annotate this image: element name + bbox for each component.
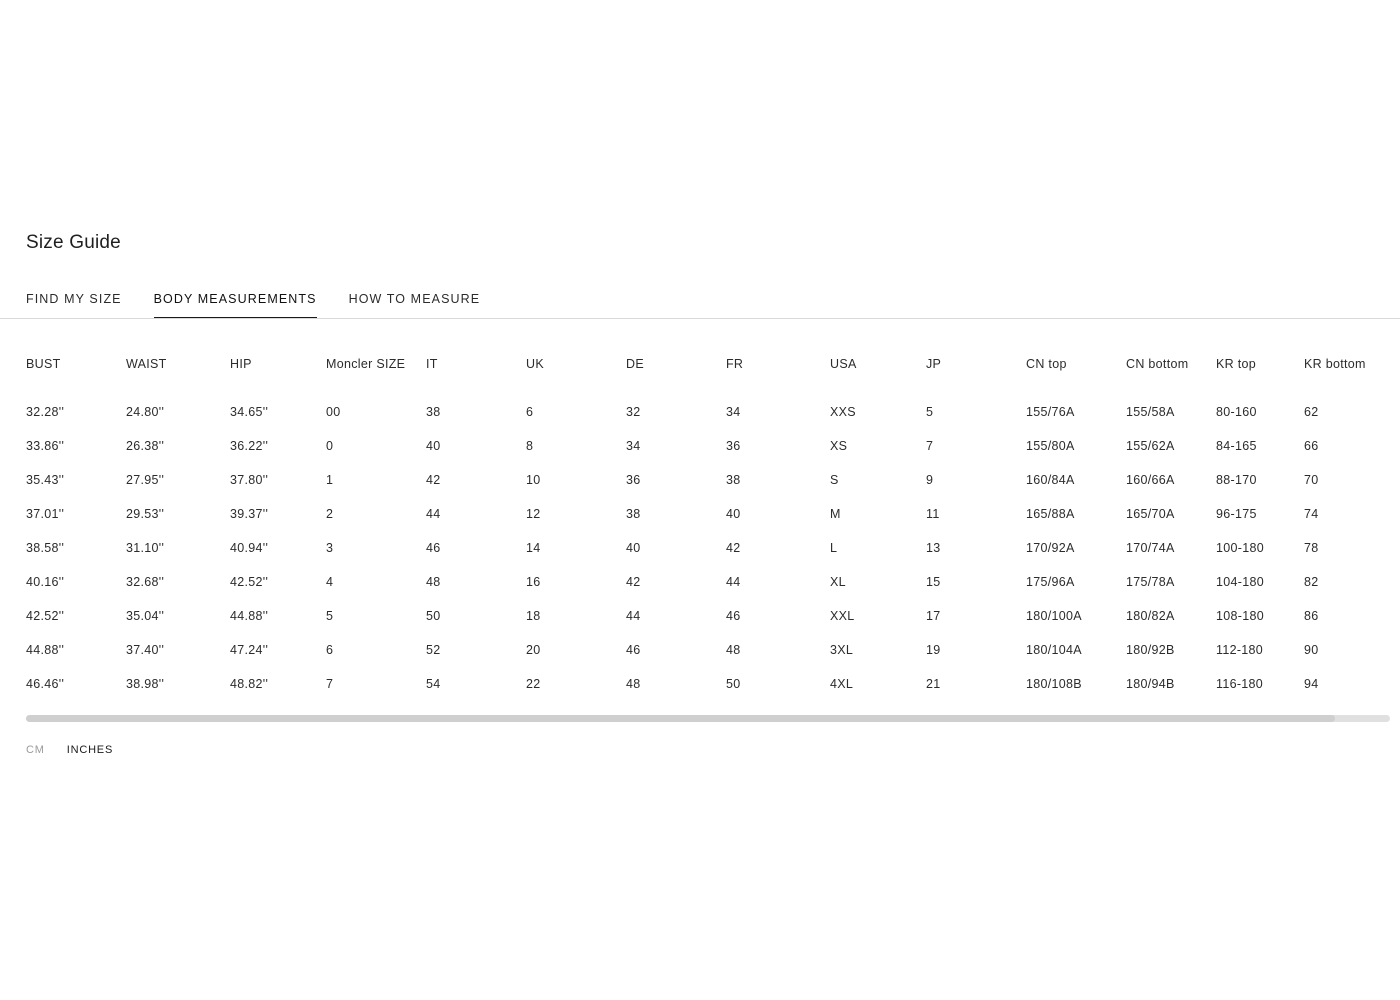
cell-waist: 35.04'' [126,609,165,623]
cell-cn-bottom: 175/78A [1126,575,1175,589]
table-row [26,395,1400,429]
cell-cn-bottom: 180/94B [1126,677,1175,691]
cell-jp: 19 [926,643,941,657]
table-row [26,565,1400,599]
cell-moncler-size: 3 [326,541,334,555]
cell-waist: 32.68'' [126,575,165,589]
cell-hip: 36.22'' [230,439,269,453]
tab-how-to-measure[interactable]: HOW TO MEASURE [349,292,481,318]
cell-usa: XXL [830,609,855,623]
column-header-usa: USA [830,357,857,371]
cell-fr: 42 [726,541,741,555]
cell-cn-top: 165/88A [1026,507,1075,521]
cell-it: 38 [426,405,441,419]
cell-kr-bottom: 62 [1304,405,1319,419]
cell-fr: 40 [726,507,741,521]
cell-kr-top: 88-170 [1216,473,1257,487]
cell-bust: 37.01'' [26,507,65,521]
table-row [26,463,1400,497]
cell-kr-top: 104-180 [1216,575,1264,589]
cell-hip: 37.80'' [230,473,269,487]
cell-kr-bottom: 66 [1304,439,1319,453]
cell-cn-bottom: 155/58A [1126,405,1175,419]
column-header-bust: BUST [26,357,61,371]
cell-bust: 42.52'' [26,609,65,623]
cell-kr-top: 96-175 [1216,507,1257,521]
cell-uk: 18 [526,609,541,623]
cell-kr-top: 108-180 [1216,609,1264,623]
cell-cn-bottom: 180/92B [1126,643,1175,657]
cell-it: 44 [426,507,441,521]
cell-cn-top: 170/92A [1026,541,1075,555]
cell-fr: 44 [726,575,741,589]
unit-inches-button[interactable]: INCHES [66,744,114,756]
cell-usa: M [830,507,841,521]
tab-bar [0,286,1400,319]
cell-moncler-size: 5 [326,609,334,623]
table-row [26,633,1400,667]
cell-bust: 32.28'' [26,405,65,419]
cell-moncler-size: 6 [326,643,334,657]
cell-de: 40 [626,541,641,555]
cell-cn-top: 180/100A [1026,609,1082,623]
cell-it: 48 [426,575,441,589]
cell-uk: 22 [526,677,541,691]
cell-waist: 38.98'' [126,677,165,691]
cell-kr-top: 116-180 [1216,677,1264,691]
page-title: Size Guide [26,232,121,253]
cell-usa: XL [830,575,846,589]
cell-it: 50 [426,609,441,623]
cell-hip: 44.88'' [230,609,269,623]
cell-it: 42 [426,473,441,487]
cell-jp: 17 [926,609,941,623]
column-header-moncler-size: Moncler SIZE [326,357,406,371]
cell-de: 44 [626,609,641,623]
cell-hip: 47.24'' [230,643,269,657]
cell-kr-top: 100-180 [1216,541,1264,555]
cell-jp: 9 [926,473,934,487]
cell-hip: 48.82'' [230,677,269,691]
cell-waist: 37.40'' [126,643,165,657]
cell-bust: 35.43'' [26,473,65,487]
cell-bust: 44.88'' [26,643,65,657]
cell-moncler-size: 0 [326,439,334,453]
cell-hip: 42.52'' [230,575,269,589]
cell-waist: 26.38'' [126,439,165,453]
cell-bust: 33.86'' [26,439,65,453]
cell-cn-top: 175/96A [1026,575,1075,589]
cell-moncler-size: 1 [326,473,334,487]
cell-cn-top: 160/84A [1026,473,1075,487]
table-row [26,531,1400,565]
column-header-fr: FR [726,357,744,371]
cell-moncler-size: 00 [326,405,341,419]
cell-uk: 16 [526,575,541,589]
cell-cn-bottom: 170/74A [1126,541,1175,555]
cell-bust: 40.16'' [26,575,65,589]
cell-waist: 31.10'' [126,541,165,555]
cell-bust: 38.58'' [26,541,65,555]
cell-jp: 15 [926,575,941,589]
cell-uk: 14 [526,541,541,555]
cell-de: 48 [626,677,641,691]
tab-find-my-size[interactable]: FIND MY SIZE [26,292,122,318]
cell-hip: 39.37'' [230,507,269,521]
cell-jp: 7 [926,439,934,453]
cell-de: 38 [626,507,641,521]
cell-usa: L [830,541,838,555]
cell-cn-bottom: 180/82A [1126,609,1175,623]
table-row [26,667,1400,701]
cell-hip: 34.65'' [230,405,269,419]
cell-usa: 3XL [830,643,854,657]
column-header-uk: UK [526,357,544,371]
size-guide-panel [0,232,1400,756]
cell-moncler-size: 7 [326,677,334,691]
cell-kr-bottom: 78 [1304,541,1319,555]
cell-it: 52 [426,643,441,657]
unit-toggle [0,744,1400,756]
cell-kr-bottom: 90 [1304,643,1319,657]
table-row [26,599,1400,633]
column-header-waist: WAIST [126,357,167,371]
cell-uk: 10 [526,473,541,487]
cell-jp: 21 [926,677,941,691]
table-header-row [26,357,1400,395]
tab-body-measurements[interactable]: BODY MEASUREMENTS [154,292,317,318]
table-row [26,497,1400,531]
cell-cn-top: 180/104A [1026,643,1082,657]
cell-usa: 4XL [830,677,854,691]
cell-cn-top: 180/108B [1026,677,1082,691]
cell-uk: 8 [526,439,534,453]
cell-cn-bottom: 160/66A [1126,473,1175,487]
cell-waist: 27.95'' [126,473,165,487]
cell-it: 40 [426,439,441,453]
cell-kr-bottom: 74 [1304,507,1319,521]
cell-fr: 46 [726,609,741,623]
cell-moncler-size: 2 [326,507,334,521]
cell-bust: 46.46'' [26,677,65,691]
cell-moncler-size: 4 [326,575,334,589]
cell-uk: 6 [526,405,534,419]
cell-fr: 38 [726,473,741,487]
cell-cn-top: 155/80A [1026,439,1075,453]
cell-jp: 5 [926,405,934,419]
unit-cm-button[interactable]: CM [26,744,45,756]
cell-cn-bottom: 155/62A [1126,439,1175,453]
column-header-kr-bottom: KR bottom [1304,357,1366,371]
cell-waist: 29.53'' [126,507,165,521]
column-header-jp: JP [926,357,942,371]
cell-kr-bottom: 94 [1304,677,1319,691]
cell-uk: 12 [526,507,541,521]
cell-fr: 50 [726,677,741,691]
size-table [26,357,1400,701]
cell-usa: S [830,473,839,487]
cell-kr-bottom: 70 [1304,473,1319,487]
column-header-it: IT [426,357,438,371]
cell-it: 46 [426,541,441,555]
size-table-scroll-area[interactable] [0,357,1400,701]
column-header-kr-top: KR top [1216,357,1257,371]
cell-fr: 34 [726,405,741,419]
cell-kr-bottom: 86 [1304,609,1319,623]
cell-hip: 40.94'' [230,541,269,555]
cell-kr-top: 84-165 [1216,439,1257,453]
cell-de: 34 [626,439,641,453]
cell-cn-bottom: 165/70A [1126,507,1175,521]
cell-de: 32 [626,405,641,419]
cell-de: 46 [626,643,641,657]
cell-kr-bottom: 82 [1304,575,1319,589]
cell-waist: 24.80'' [126,405,165,419]
column-header-cn-bottom: CN bottom [1126,357,1189,371]
scrollbar-thumb[interactable] [26,715,1335,722]
cell-jp: 11 [926,507,940,521]
cell-usa: XS [830,439,848,453]
cell-it: 54 [426,677,441,691]
cell-kr-top: 112-180 [1216,643,1264,657]
cell-de: 42 [626,575,641,589]
cell-uk: 20 [526,643,541,657]
cell-usa: XXS [830,405,856,419]
table-row [26,429,1400,463]
cell-fr: 36 [726,439,741,453]
column-header-hip: HIP [230,357,252,371]
horizontal-scrollbar[interactable] [26,715,1390,722]
cell-fr: 48 [726,643,741,657]
cell-jp: 13 [926,541,941,555]
column-header-cn-top: CN top [1026,357,1067,371]
column-header-de: DE [626,357,644,371]
cell-kr-top: 80-160 [1216,405,1257,419]
cell-de: 36 [626,473,641,487]
cell-cn-top: 155/76A [1026,405,1075,419]
